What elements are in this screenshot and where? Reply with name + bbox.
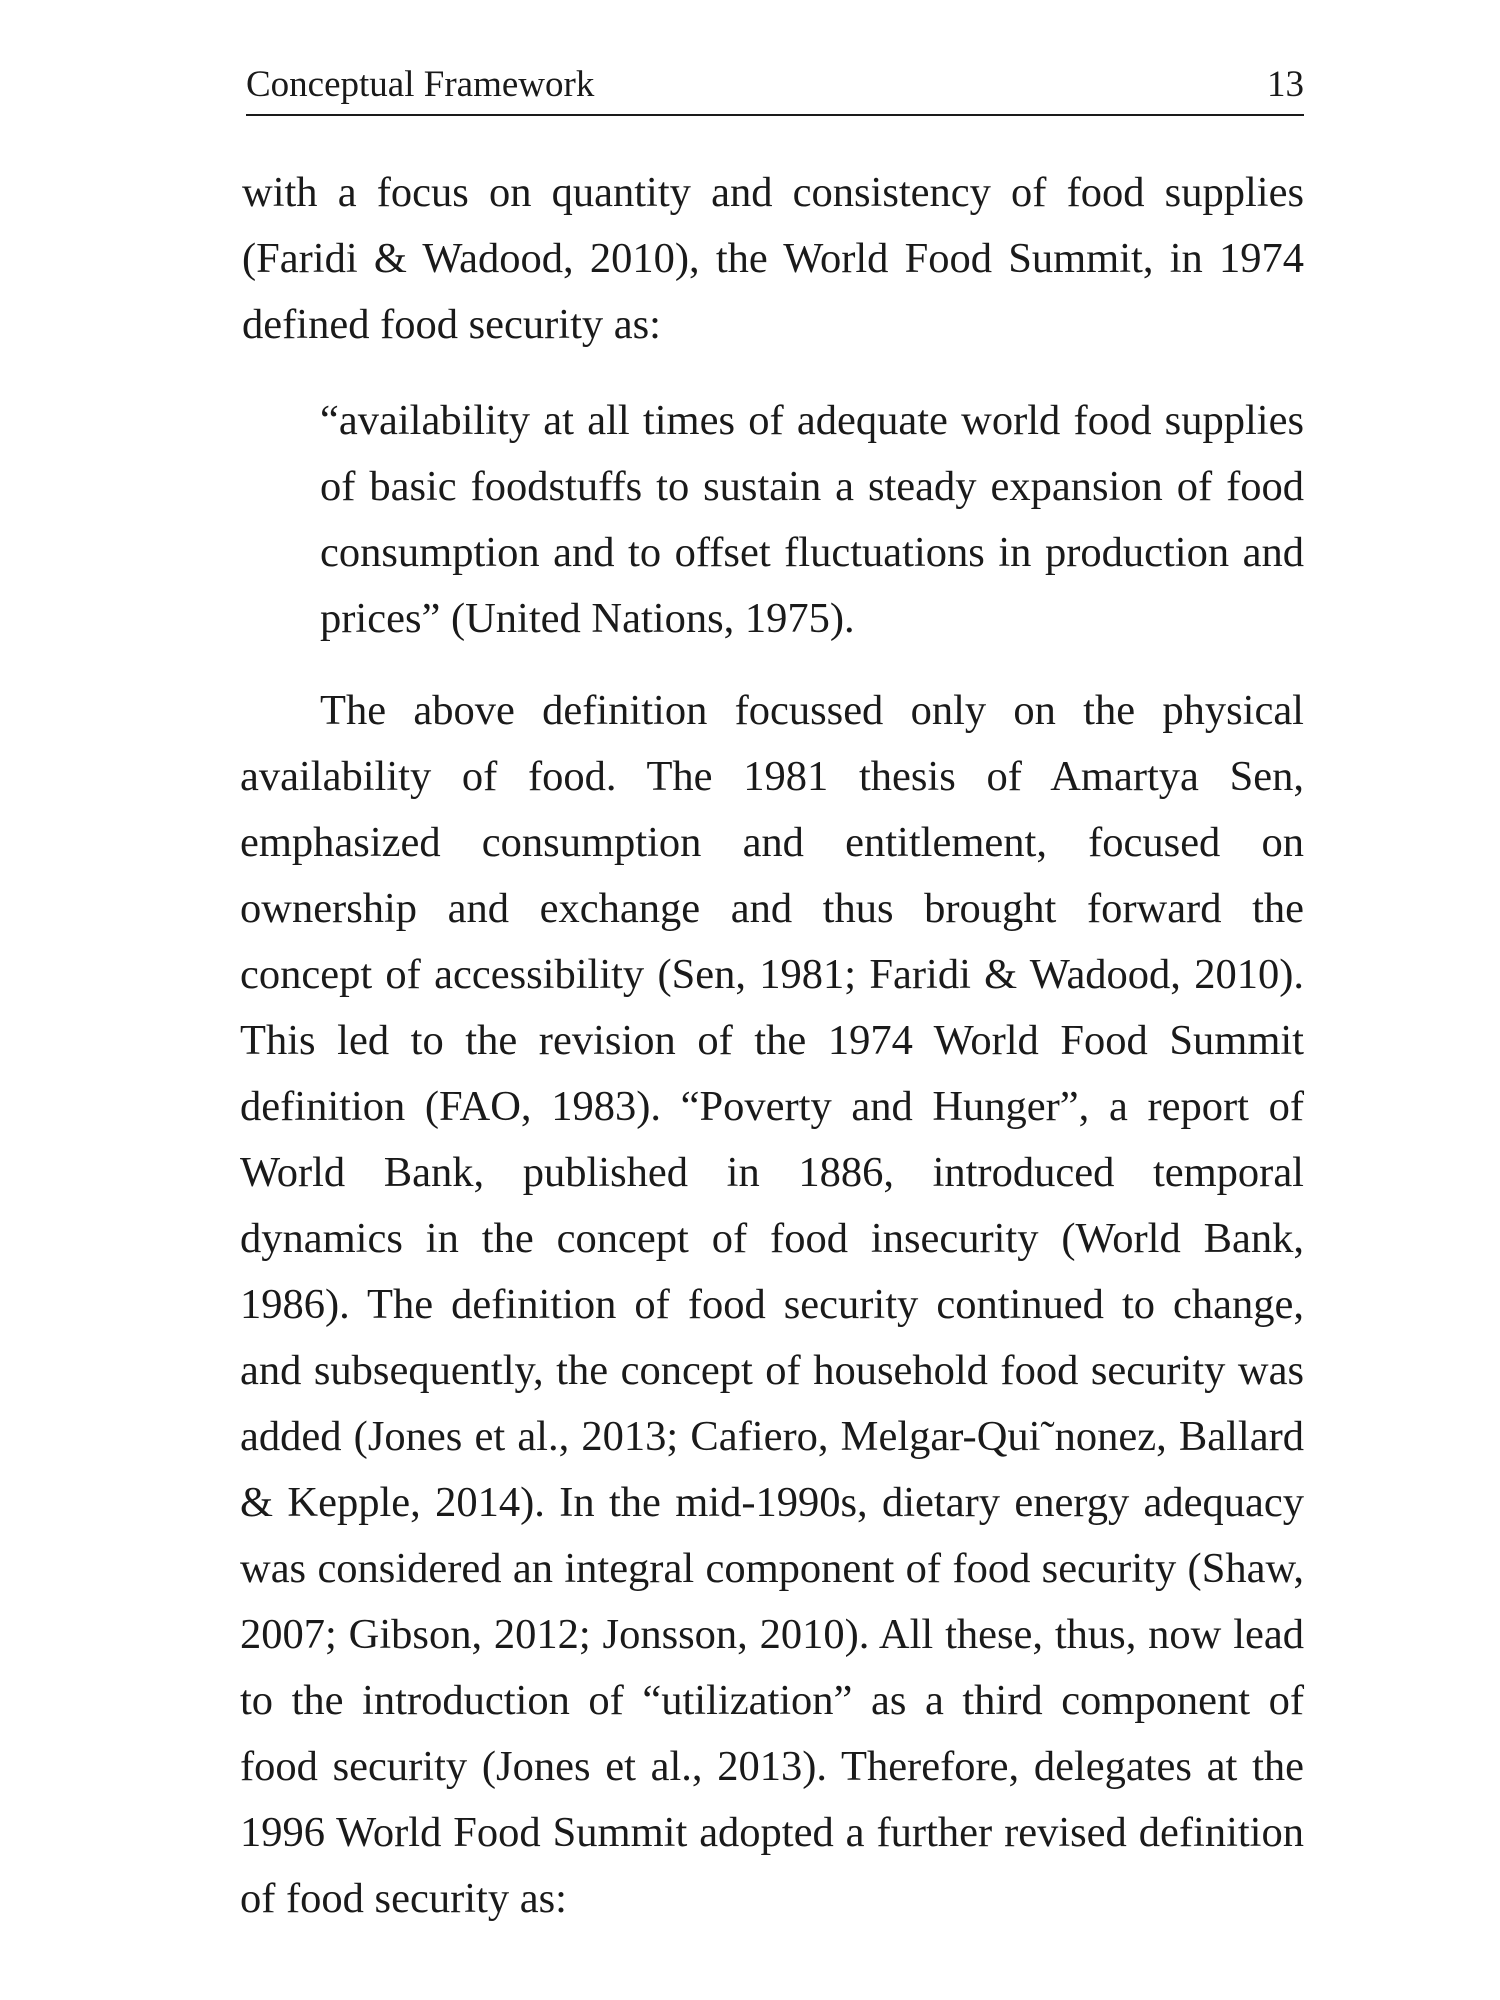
running-header	[246, 62, 1304, 116]
paragraph-2: The above definition focussed only on the physical availability of food. The 1981 thesis of Amartya Sen, emphasized consumption and entitlement, focused on ownership and exchange and thus brought forward the concept of accessibility (Sen, 1981; Faridi & Wadood, 2010). This led to the revision of the 1974 World Food Summit definition (FAO, 1983). “Poverty and Hunger”, a report of World Bank, published in 1886, introduced temporal dynamics in the concept of food insecurity (World Bank, 1986). The definition of food security continued to change, and subsequently, the concept of household food security was added (Jones et al., 2013; Cafiero, Melgar-Qui˜nonez, Ballard & Kepple, 2014). In the mid-1990s, dietary energy adequacy was considered an integral component of food security (Shaw, 2007; Gibson, 2012; Jonsson, 2010). All these, thus, now lead to the introduction of “utilization” as a third component of food security (Jones et al., 2013). Therefore, delegates at the 1996 World Food Summit adopted a further revised definition of food security as:	[240, 687, 1304, 1922]
paragraph-1: with a focus on quantity and consistency of food supplies (Faridi & Wadood, 2010), the World Food Summit, in 1974 defined food security as:	[242, 169, 1304, 348]
page-number: 13	[1267, 64, 1304, 105]
chapter-title: Conceptual Framework	[246, 64, 595, 105]
block-quote: “availability at all times of adequate world food supplies of basic foodstuffs to sustain a steady expansion of food consumption and to offset fluctuations in production and prices” (United Nations, 1975).	[320, 397, 1304, 642]
